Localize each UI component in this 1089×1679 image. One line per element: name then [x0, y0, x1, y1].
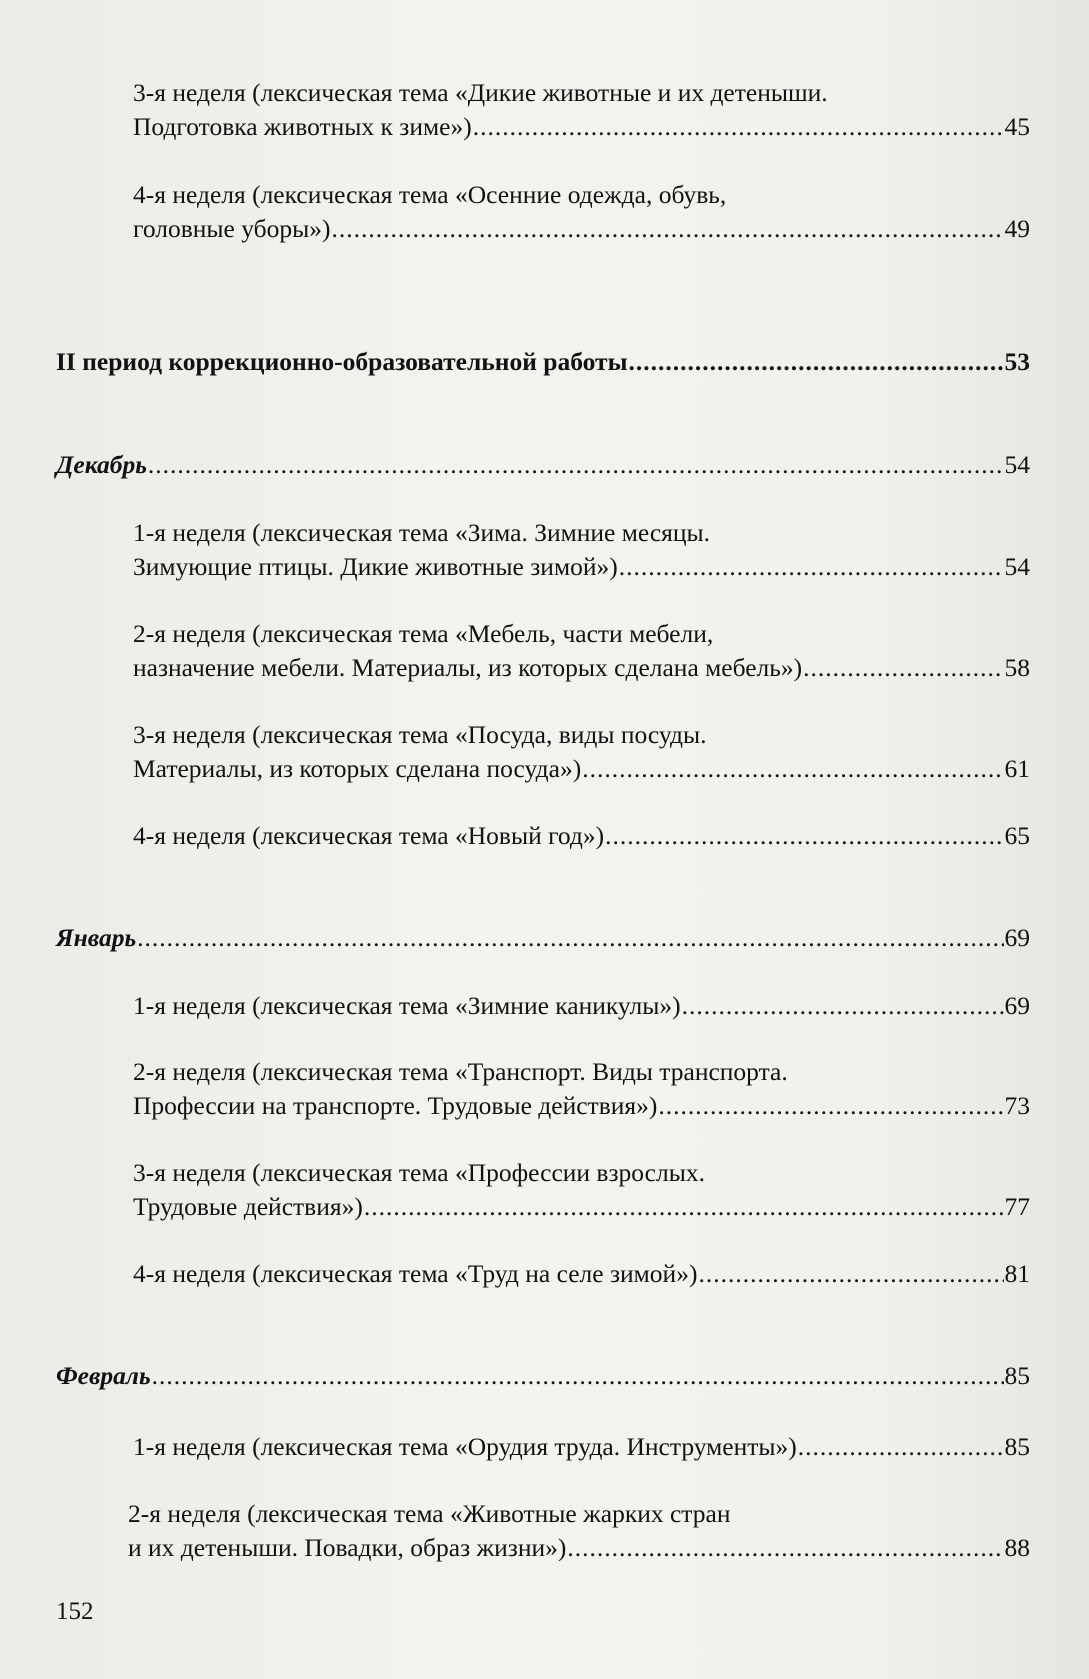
- month-title: Декабрь: [56, 450, 147, 479]
- toc-entry[interactable]: [133, 1156, 1030, 1224]
- toc-month-january[interactable]: [56, 921, 1030, 955]
- page-number: 152: [56, 1598, 94, 1625]
- section-title: II период коррекционно-образовательной работы: [56, 347, 628, 376]
- toc-entry-title-cont: головные уборы»): [133, 214, 331, 243]
- toc-entry[interactable]: [133, 1055, 1030, 1123]
- toc-entry-title-cont: Трудовые действия»): [133, 1192, 363, 1221]
- toc-page-number: 54: [1004, 552, 1030, 581]
- toc-entry-title: 1-я неделя (лексическая тема «Орудия труда. Инструменты»): [133, 1432, 797, 1461]
- toc-page-number: 54: [1004, 450, 1030, 479]
- dot-leader: [803, 651, 1003, 685]
- toc-entry-title: 4-я неделя (лексическая тема «Новый год»): [133, 821, 605, 850]
- dot-leader: [658, 1089, 1003, 1123]
- dot-leader: [605, 819, 1003, 853]
- dot-leader: [137, 921, 1003, 955]
- dot-leader: [567, 1531, 1003, 1565]
- toc-entry-title: 3-я неделя (лексическая тема «Посуда, виды посуды.: [133, 720, 707, 749]
- toc-section-heading[interactable]: [56, 345, 1030, 379]
- toc-page-number: 53: [1004, 347, 1030, 376]
- dot-leader: [682, 989, 1004, 1023]
- toc-page-number: 85: [1004, 1361, 1030, 1390]
- toc-entry-title: 3-я неделя (лексическая тема «Профессии взрослых.: [133, 1158, 705, 1187]
- toc-entry-title-cont: назначение мебели. Материалы, из которых сделана мебель»): [133, 653, 803, 682]
- toc-entry[interactable]: [133, 516, 1030, 584]
- toc-entry[interactable]: [133, 989, 1030, 1023]
- toc-entry[interactable]: [128, 1497, 1030, 1565]
- toc-page-number: 88: [1004, 1533, 1030, 1562]
- month-title: Январь: [56, 923, 137, 952]
- dot-leader: [798, 1430, 1004, 1464]
- toc-page-number: 45: [1004, 112, 1030, 141]
- toc-entry-title: 3-я неделя (лексическая тема «Дикие животные и их детеныши.: [133, 78, 828, 107]
- dot-leader: [364, 1190, 1004, 1224]
- toc-entry-title: 1-я неделя (лексическая тема «Зимние каникулы»): [133, 991, 681, 1020]
- toc-entry[interactable]: [133, 617, 1030, 685]
- toc-entry-title: 2-я неделя (лексическая тема «Мебель, части мебели,: [133, 619, 714, 648]
- toc-entry[interactable]: [133, 1430, 1030, 1464]
- dot-leader: [148, 448, 1004, 482]
- toc-entry-title: 2-я неделя (лексическая тема «Транспорт. Виды транспорта.: [133, 1057, 788, 1086]
- toc-entry[interactable]: [133, 718, 1030, 786]
- toc-entry-title: 4-я неделя (лексическая тема «Осенние одежда, обувь,: [133, 180, 727, 209]
- dot-leader: [619, 550, 1004, 584]
- toc-page-number: 81: [1004, 1259, 1030, 1288]
- toc-month-december[interactable]: [56, 448, 1030, 482]
- toc-entry[interactable]: [133, 819, 1030, 853]
- dot-leader: [698, 1257, 1003, 1291]
- toc-page-number: 77: [1004, 1192, 1030, 1221]
- dot-leader: [473, 110, 1004, 144]
- toc-page-number: 85: [1004, 1432, 1030, 1461]
- toc-page-number: 58: [1004, 653, 1030, 682]
- dot-leader: [582, 752, 1003, 786]
- toc-month-february[interactable]: [56, 1359, 1030, 1393]
- toc-entry[interactable]: [133, 1257, 1030, 1291]
- toc-entry-title-cont: Материалы, из которых сделана посуда»): [133, 754, 582, 783]
- toc-entry-title-cont: Зимующие птицы. Дикие животные зимой»): [133, 552, 618, 581]
- toc-page-number: 65: [1004, 821, 1030, 850]
- toc-page-number: 61: [1004, 754, 1030, 783]
- toc-entry-title-cont: и их детеныши. Повадки, образ жизни»): [128, 1533, 567, 1562]
- toc-entry-title: 4-я неделя (лексическая тема «Труд на селе зимой»): [133, 1259, 698, 1288]
- toc-entry[interactable]: [133, 76, 1030, 144]
- toc-entry-title-cont: Подготовка животных к зиме»): [133, 112, 472, 141]
- toc-page-number: 73: [1004, 1091, 1030, 1120]
- dot-leader: [152, 1359, 1004, 1393]
- month-title: Февраль: [56, 1361, 151, 1390]
- dot-leader: [628, 345, 1003, 379]
- dot-leader: [332, 212, 1004, 246]
- toc-entry-title: 1-я неделя (лексическая тема «Зима. Зимние месяцы.: [133, 518, 711, 547]
- toc-entry-title: 2-я неделя (лексическая тема «Животные жарких стран: [128, 1499, 731, 1528]
- toc-page-number: 69: [1004, 923, 1030, 952]
- toc-entry-title-cont: Профессии на транспорте. Трудовые действия»): [133, 1091, 658, 1120]
- toc-entry[interactable]: [133, 178, 1030, 246]
- toc-page-number: 49: [1004, 214, 1030, 243]
- toc-page-number: 69: [1004, 991, 1030, 1020]
